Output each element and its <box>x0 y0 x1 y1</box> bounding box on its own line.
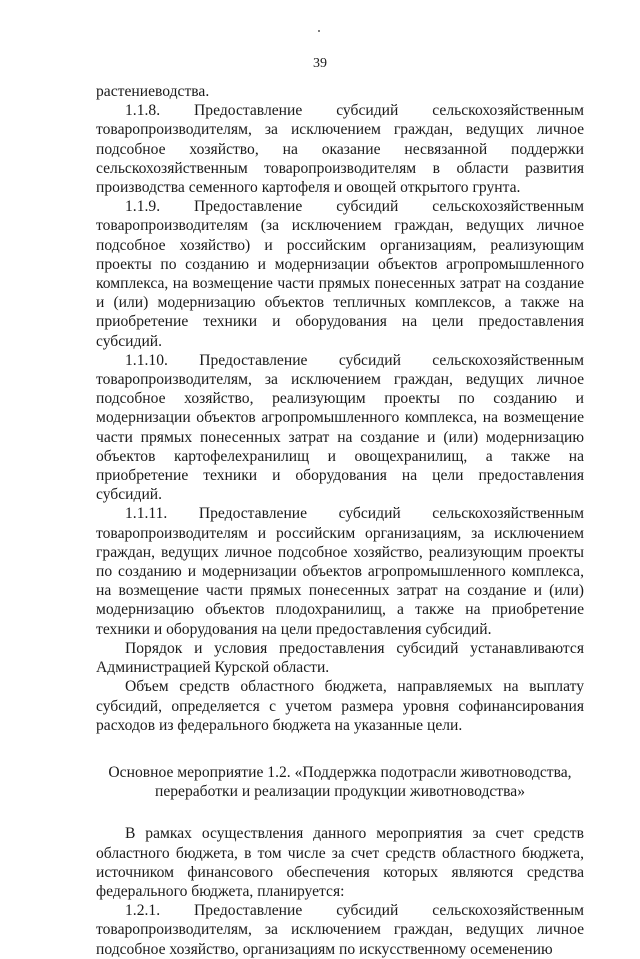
section-heading: Основное мероприятие 1.2. «Поддержка подотрасли животноводства, переработки и реализации продукции животноводства» <box>108 763 572 801</box>
paragraph-1-1-8: 1.1.8. Предоставление субсидий сельскохозяйственным товаропроизводителям, за исключением граждан, ведущих личное подсобное хозяйство, на оказание несвязанной поддержки сельскохозяйственным товаропроизводителям в области развития производства семенного картофеля и овощей открытого грунта. <box>96 102 584 197</box>
paragraph-1-1-9: 1.1.9. Предоставление субсидий сельскохозяйственным товаропроизводителям (за исключением граждан, ведущих личное подсобное хозяйство) и российским организациям, реализующим проекты по созданию и модернизации объектов агропромышленного комплекса, на возмещение части прямых понесенных затрат на создание и (или) модернизацию объектов тепличных комплексов, а также на приобретение техники и оборудования на цели предоставления субсидий. <box>96 198 584 350</box>
paragraph-funding-volume: Объем средств областного бюджета, направляемых на выплату субсидий, определяется с учетом размера уровня софинансирования расходов из федерального бюджета на указанные цели. <box>96 678 584 734</box>
paragraph-1-1-11: 1.1.11. Предоставление субсидий сельскохозяйственным товаропроизводителям и российским организациям, за исключением граждан, ведущих личное подсобное хозяйство, реализующим проекты по созданию и модернизации объектов агропромышленного комплекса, на возмещение части прямых понесенных затрат на создание и (или) модернизацию объектов плодохранилищ, а также на приобретение техники и оборудования на цели предоставления субсидий. <box>96 505 584 638</box>
paragraph-intro: В рамках осуществления данного мероприятия за счет средств областного бюджета, в том числе за счет средств областного бюджета, источником финансового обеспечения которых являются средства федерального бюджета, планируется: <box>96 825 584 900</box>
paragraph-procedure: Порядок и условия предоставления субсидий устанавливаются Администрацией Курской области. <box>96 639 584 677</box>
page-number: 39 <box>313 56 327 71</box>
paragraph-1-2-1: 1.2.1. Предоставление субсидий сельскохозяйственным товаропроизводителям, за исключением граждан, ведущих личное подсобное хозяйство, организациям по искусственному осеменению <box>96 902 584 958</box>
paragraph-1-1-10: 1.1.10. Предоставление субсидий сельскохозяйственным товаропроизводителям, за исключением граждан, ведущих личное подсобное хозяйство, реализующим проекты по созданию и модернизации объектов агропромышленного комплекса, на возмещение части прямых понесенных затрат на создание и (или) модернизацию объектов картофелехранилищ и овощехранилищ, а также на приобретение техники и оборудования на цели предоставления субсидий. <box>96 351 584 504</box>
scan-speck <box>318 30 320 32</box>
paragraph-continuation: растениеводства. <box>96 83 210 100</box>
document-body <box>96 82 584 959</box>
